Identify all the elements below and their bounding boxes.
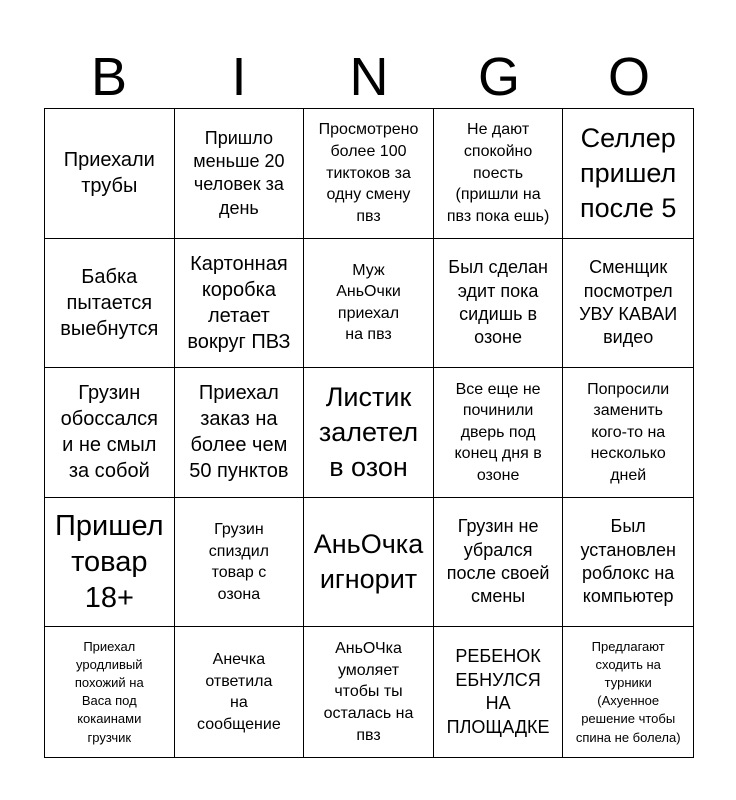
cell-text: Приехали трубы	[63, 149, 155, 198]
bingo-cell-r4-c4[interactable]	[434, 498, 564, 628]
bingo-cell-r1-c1[interactable]	[45, 109, 175, 239]
bingo-cell-r4-c2[interactable]	[175, 498, 305, 628]
cell-text: Был сделан эдит пока сидишь в озоне	[448, 257, 548, 348]
cell-text: Попросили заменить кого-то на несколько дней	[587, 380, 670, 484]
cell-text: Грузин обоссался и не смыл за собой	[60, 382, 158, 483]
cell-text: Пришел товар 18+	[55, 509, 164, 615]
bingo-cell-r4-c1[interactable]	[45, 498, 175, 628]
cell-text: АньОчка игнорит	[313, 529, 424, 595]
header-letter-g: G	[477, 47, 520, 107]
bingo-cell-r2-c3[interactable]	[304, 239, 434, 369]
cell-text: Был установлен роблокс на компьютер	[580, 516, 676, 607]
bingo-cell-r2-c4[interactable]	[434, 239, 564, 369]
cell-text: Грузин спиздил товар с озона	[208, 520, 269, 603]
bingo-cell-r2-c5[interactable]	[563, 239, 693, 369]
bingo-cell-r1-c5[interactable]	[563, 109, 693, 239]
bingo-cell-r3-c4[interactable]	[434, 368, 564, 498]
cell-text: Грузин не убрался после своей смены	[446, 516, 550, 607]
cell-text: Все еще не починили дверь под конец дня в озоне	[454, 380, 542, 484]
cell-text: АньОЧка умоляет чтобы ты осталась на пвз	[323, 640, 414, 744]
bingo-cell-r4-c5[interactable]	[563, 498, 693, 628]
header-letter-n: N	[349, 47, 389, 107]
cell-text: Сменщик посмотрел УВУ КАВАИ видео	[579, 257, 678, 348]
bingo-cell-r2-c2[interactable]	[175, 239, 305, 369]
cell-text: Приехал заказ на более чем 50 пунктов	[189, 382, 289, 483]
bingo-cell-r1-c2[interactable]	[175, 109, 305, 239]
bingo-cell-r5-c4[interactable]	[434, 627, 564, 757]
cell-text: Листик залетел в озон	[318, 381, 419, 483]
bingo-cell-r3-c1[interactable]	[45, 368, 175, 498]
bingo-cell-r5-c2[interactable]	[175, 627, 305, 757]
cell-text: Анечка ответила на сообщение	[197, 651, 281, 733]
cell-text: Селлер пришел после 5	[579, 122, 677, 223]
cell-text: Картонная коробка летает вокруг ПВЗ	[187, 252, 291, 353]
bingo-cell-r3-c3[interactable]	[304, 368, 434, 498]
bingo-cell-r3-c2[interactable]	[175, 368, 305, 498]
bingo-cell-r5-c3[interactable]	[304, 627, 434, 757]
bingo-cell-r3-c5[interactable]	[563, 368, 693, 498]
bingo-header	[44, 46, 694, 108]
bingo-cell-r1-c4[interactable]	[434, 109, 564, 239]
bingo-board	[44, 108, 694, 758]
cell-text: Бабка пытается выебнутся	[60, 265, 159, 340]
bingo-cell-r5-c1[interactable]	[45, 627, 175, 757]
cell-text: Муж АньОчки приехал на пвз	[336, 261, 401, 344]
bingo-cell-r1-c3[interactable]	[304, 109, 434, 239]
bingo-cell-r5-c5[interactable]	[563, 627, 693, 757]
header-letter-b: B	[90, 47, 128, 107]
header-letter-i: I	[231, 47, 247, 107]
bingo-cell-r4-c3[interactable]	[304, 498, 434, 628]
bingo-cell-r2-c1[interactable]	[45, 239, 175, 369]
cell-text: Пришло меньше 20 человек за день	[193, 127, 285, 218]
cell-text: Не дают спокойно поесть (пришли на пвз пока ешь)	[446, 121, 550, 225]
cell-text: Просмотрено более 100 тиктоков за одну смену пвз	[318, 121, 419, 225]
header-letter-o: O	[607, 47, 650, 107]
cell-text: Приехал уродливый похожий на Васа под кокаинами грузчик	[74, 638, 144, 745]
cell-text: РЕБЕНОК ЕБНУЛСЯ НА ПЛОЩАДКЕ	[446, 646, 550, 737]
cell-text: Предлагают сходить на турники (Ахуенное решение чтобы спина не болела)	[575, 638, 681, 745]
